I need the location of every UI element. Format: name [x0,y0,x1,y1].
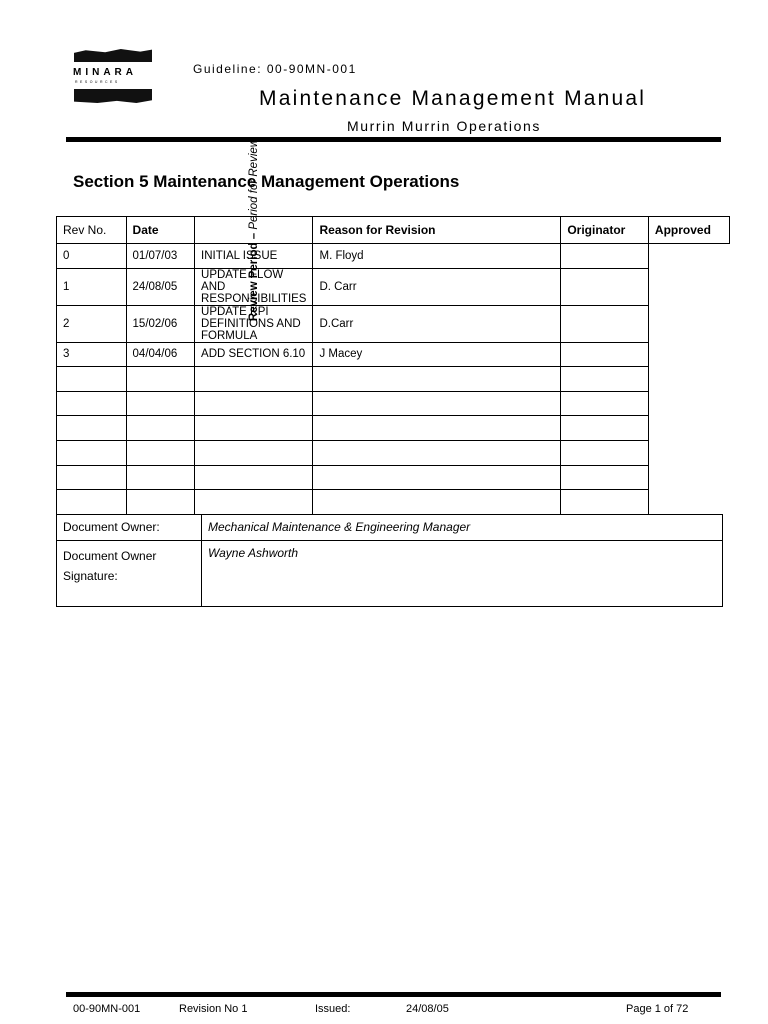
footer-issued-label: Issued: [315,1003,351,1015]
revision-cell-originator [313,440,561,465]
revision-row [57,268,730,305]
revision-cell-date [126,416,195,441]
revision-cell-approved [561,268,649,305]
revision-cell-originator: D. Carr [313,268,561,305]
revision-cell-originator [313,416,561,441]
revision-cell-date [126,465,195,490]
revision-cell-originator: J Macey [313,342,561,367]
revision-cell-approved [561,367,649,392]
revision-cell-date [126,440,195,465]
logo-subtext: RESOURCES [75,80,120,84]
review-period-italic: Period for Review [247,138,260,230]
revision-cell-rev [57,391,127,416]
signature-label-line-1: Document Owner [63,549,157,563]
revision-cell-reason [195,440,313,465]
review-period-label [248,139,260,321]
revision-cell-rev [57,416,127,441]
revision-cell-originator [313,367,561,392]
revision-cell-reason: INITIAL ISSUE [195,244,313,269]
header-date: Date [126,217,195,244]
revision-cell-approved [561,244,649,269]
revision-cell-date [126,490,195,515]
revision-cell-rev [57,440,127,465]
revision-cell-reason [195,465,313,490]
revision-cell-reason: ADD SECTION 6.10 [195,342,313,367]
revision-cell-rev [57,465,127,490]
revision-cell-date [126,391,195,416]
revision-cell-approved [561,416,649,441]
revision-row [57,305,730,342]
section-title: Section 5 Maintenance Management Operations [73,172,460,191]
manual-title: Maintenance Management Manual [259,87,647,110]
revision-cell-date: 01/07/03 [126,244,195,269]
revision-row [57,367,730,392]
signature-label-line-2: Signature: [63,569,118,583]
signature-value: Wayne Ashworth [202,541,723,607]
revision-cell-originator [313,465,561,490]
revision-cell-reason: UPDATE FLOW AND RESPONSIBILITIES [195,268,313,305]
operations-subtitle: Murrin Murrin Operations [347,118,541,134]
logo-top-stroke [74,49,152,62]
revision-cell-date: 15/02/06 [126,305,195,342]
revision-cell-date: 04/04/06 [126,342,195,367]
footer-revision: Revision No 1 [179,1003,248,1015]
revision-cell-rev: 2 [57,305,127,342]
header-reason: Reason for Revision [313,217,561,244]
review-period-bold: Review Period – [247,229,260,322]
revision-cell-reason: UPDATE KPI DEFINITIONS AND FORMULA [195,305,313,342]
revision-cell-originator [313,391,561,416]
logo-bottom-stroke [74,89,152,103]
revision-table-header [57,217,730,244]
revision-row [57,342,730,367]
revision-cell-rev: 0 [57,244,127,269]
revision-cell-originator [313,490,561,515]
header-originator: Originator [561,217,649,244]
owner-value: Mechanical Maintenance & Engineering Manager [202,515,723,541]
signature-row [57,541,723,607]
signature-label [57,541,202,607]
revision-cell-reason [195,490,313,515]
revision-row [57,490,730,515]
revision-row [57,391,730,416]
footer-rule [66,992,721,997]
revision-cell-rev [57,367,127,392]
revision-row [57,440,730,465]
footer-page-number: Page 1 of 72 [626,1003,689,1015]
revision-cell-approved [561,391,649,416]
revision-cell-reason [195,416,313,441]
revision-cell-rev: 1 [57,268,127,305]
revision-cell-rev [57,490,127,515]
revision-cell-reason [195,391,313,416]
revision-cell-originator: M. Floyd [313,244,561,269]
footer-issued-date: 24/08/05 [406,1003,449,1015]
logo-wordmark: MINARA [73,67,137,78]
revision-cell-approved [561,440,649,465]
revision-cell-approved [561,465,649,490]
header-approved: Approved [648,217,729,244]
header-rule [66,137,721,142]
revision-row [57,465,730,490]
footer-doc-id: 00-90MN-001 [73,1003,141,1015]
revision-cell-date: 24/08/05 [126,268,195,305]
owner-row [57,515,723,541]
revision-cell-reason [195,367,313,392]
revision-cell-approved [561,490,649,515]
owner-label: Document Owner: [57,515,202,541]
revision-cell-originator: D.Carr [313,305,561,342]
revision-cell-date [126,367,195,392]
revision-cell-approved [561,342,649,367]
revision-row [57,244,730,269]
document-owner-table [56,514,723,607]
revision-cell-approved [561,305,649,342]
header-rev-no: Rev No. [57,217,127,244]
minara-logo [70,47,154,105]
revision-cell-rev: 3 [57,342,127,367]
guideline-number: Guideline: 00-90MN-001 [193,62,357,76]
revision-row [57,416,730,441]
